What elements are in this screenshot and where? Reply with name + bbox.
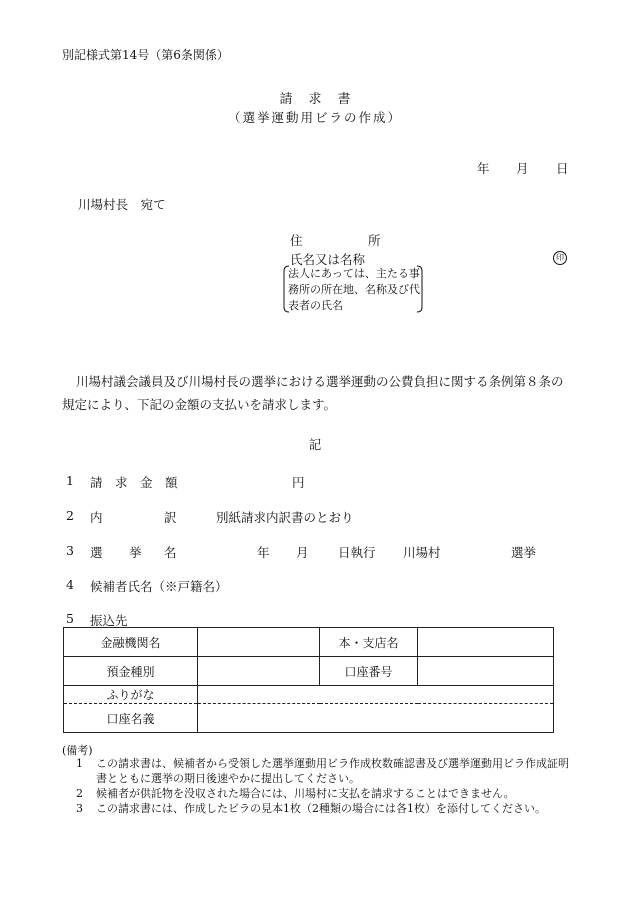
item3-month: 月 [296, 545, 309, 560]
item2-value: 別紙請求内訳書のとおり [216, 510, 354, 525]
account-number-field[interactable] [418, 657, 554, 686]
request-paragraph: 川場村議会議員及び川場村長の選挙における選挙運動の公費負担に関する条例第８条の規定により、下記の金額の支払いを請求します。 [62, 374, 564, 412]
deposit-type-field[interactable] [198, 657, 320, 686]
document-subtitle: （選挙運動用ビラの作成） [227, 110, 402, 125]
form-number: 別記様式第14号（第6条関係） [62, 48, 229, 62]
item3-label-b: 挙 [129, 545, 142, 560]
item1-unit: 円 [292, 475, 305, 490]
document-title: 請求書 [279, 92, 367, 107]
branch-field[interactable] [418, 628, 554, 657]
item4-number: 4 [66, 577, 74, 592]
furigana-field[interactable] [198, 686, 554, 704]
item3-label-c: 名 [164, 545, 177, 560]
ki-heading: 記 [308, 437, 322, 452]
seal-mark: 印 [553, 251, 567, 265]
corporate-note: 法人にあっては、主たる事務所の所在地、名称及び代表者の氏名 [288, 267, 420, 312]
item3-election: 選挙 [511, 545, 537, 560]
note-1-number: 1 [76, 757, 83, 770]
item2-label-a: 内 [90, 510, 103, 525]
item4-label: 候補者氏名（※戸籍名） [90, 579, 228, 594]
addressee: 川場村長 宛て [78, 197, 166, 212]
branch-label: 本・支店名 [320, 628, 418, 657]
date-day: 日 [556, 161, 569, 176]
note-2-number: 2 [76, 787, 83, 800]
account-number-label: 口座番号 [320, 657, 418, 686]
item2-label-b: 訳 [164, 510, 177, 525]
item1-label: 請 求 金 額 [90, 475, 178, 490]
item3-label-a: 選 [90, 545, 103, 560]
item3-village: 川場村 [403, 545, 441, 560]
note-1: この請求書は、候補者から受領した選挙運動用ビラ作成枚数確認書及び選挙運動用ビラ作成証明書とともに選挙の期日後速やかに提出してください。 [96, 757, 569, 785]
item1-number: 1 [66, 473, 74, 488]
item3-number: 3 [66, 543, 74, 558]
date-year: 年 [477, 161, 490, 176]
account-holder-field[interactable] [198, 704, 554, 733]
date-month: 月 [516, 161, 529, 176]
note-3-number: 3 [76, 802, 83, 815]
account-holder-label: 口座名義 [64, 704, 198, 733]
item5-label: 振込先 [90, 613, 128, 628]
deposit-type-label: 預金種別 [64, 657, 198, 686]
bank-transfer-table [63, 627, 554, 733]
notes-heading: (備考) [62, 744, 93, 757]
address-label-2: 所 [368, 233, 381, 248]
address-label: 住 [290, 233, 303, 248]
note-2: 候補者が供託物を没収された場合には、川場村に支払を請求することはできません。 [96, 787, 515, 800]
bank-name-label: 金融機関名 [64, 628, 198, 657]
item5-number: 5 [66, 611, 74, 626]
note-3: この請求書には、作成したビラの見本1枚（2種類の場合には各1枚）を添付してください。 [96, 802, 546, 815]
name-label: 氏名又は名称 [290, 252, 366, 267]
furigana-label: ふりがな [64, 686, 198, 704]
item3-year: 年 [257, 545, 270, 560]
item3-day-exec: 日執行 [338, 545, 376, 560]
item2-number: 2 [66, 508, 74, 523]
bank-name-field[interactable] [198, 628, 320, 657]
